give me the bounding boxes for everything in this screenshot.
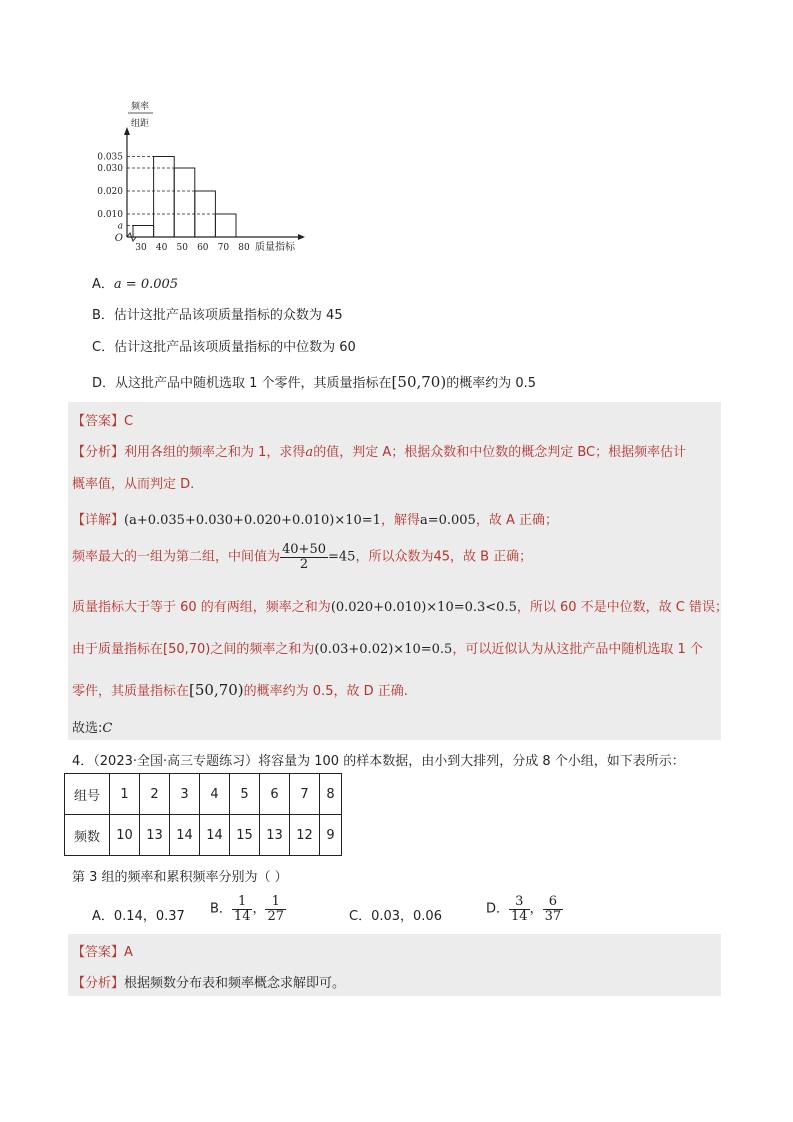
q3-detail-line3: 质量指标大于等于 60 的有两组，频率之和为(0.020+0.010)×10=0.3<0.5，所以 60 不是中位数，故 C 错误；: [72, 600, 729, 615]
x-tick-label: 60: [197, 243, 209, 253]
x-axis-label: 质量指标: [255, 242, 295, 253]
y-tick-label: a: [117, 221, 123, 232]
q3-detail-line5: 零件，其质量指标在[50,70)的概率约为 0.5，故 D 正确.: [72, 681, 408, 699]
table-cell: 9: [320, 815, 342, 856]
q4-option-c: C．0.03，0.06: [349, 909, 442, 924]
table-row: [65, 774, 342, 815]
histogram-bar: [215, 214, 236, 237]
q4-answer: 【答案】A: [72, 945, 133, 960]
table-cell: 15: [230, 815, 260, 856]
q4-analysis: 【分析】根据频数分布表和频率概念求解即可。: [72, 976, 346, 991]
q3-detail-line1: 【详解】(a+0.035+0.030+0.020+0.010)×10=1，解得a=0.005，故 A 正确；: [72, 513, 558, 528]
histogram-chart: [97, 95, 310, 260]
q4-option-b: B． $\frac{1}{14}$ ， $\frac{1}{27}$: [210, 894, 285, 924]
table-cell: 6: [260, 774, 290, 815]
y-tick-label: 0.035: [97, 152, 123, 163]
q3-answer: 【答案】C: [72, 414, 134, 429]
y-axis-label-denominator: 组距: [130, 119, 150, 129]
y-tick-label: 0.010: [97, 210, 123, 220]
q3-option-b: B．估计这批产品该项质量指标的众数为 45: [92, 308, 343, 323]
q3-detail-line4: 由于质量指标在[50,70)之间的频率之和为(0.03+0.02)×10=0.5，可以近似认为从这批产品中随机选取 1 个: [72, 642, 703, 657]
y-axis-label-numerator: 频率: [130, 102, 150, 112]
q3-choose: 故选:C: [72, 721, 113, 736]
histogram-bar: [154, 157, 175, 238]
q4-option-a: A．0.14，0.37: [92, 909, 185, 924]
q4-question: 第 3 组的频率和累积频率分别为（ ）: [72, 870, 288, 885]
table-cell: 14: [170, 815, 200, 856]
table-cell: 7: [290, 774, 320, 815]
q3-option-a: A．a = 0.005: [92, 277, 179, 292]
table-cell: 14: [200, 815, 230, 856]
x-tick-label: 70: [217, 243, 230, 253]
table-header-cell: 频数: [65, 815, 110, 856]
origin-label: O: [114, 233, 123, 244]
x-tick-label: 40: [155, 243, 168, 253]
x-axis-arrow: [298, 234, 305, 240]
q3-option-c: C．估计这批产品该项质量指标的中位数为 60: [92, 340, 356, 355]
q3-detail-line2: 频率最大的一组为第二组，中间值为 $\frac{40+50}{2}$ =45，所以众数为45，故 B 正确；: [72, 542, 533, 572]
y-tick-label: 0.030: [97, 164, 123, 174]
q4-option-d: D． $\frac{3}{14}$ ， $\frac{6}{37}$: [486, 894, 562, 924]
table-header-cell: 组号: [65, 774, 110, 815]
table-cell: 2: [140, 774, 170, 815]
table-cell: 13: [140, 815, 170, 856]
table-cell: 10: [110, 815, 140, 856]
q3-option-d: D．从这批产品中随机选取 1 个零件，其质量指标在[50,70)的概率约为 0.5: [92, 373, 537, 391]
table-cell: 3: [170, 774, 200, 815]
frequency-table: [64, 773, 342, 856]
table-cell: 13: [260, 815, 290, 856]
y-tick-label: 0.020: [97, 187, 123, 197]
histogram-bar: [133, 226, 154, 238]
q3-analysis-line1: 【分析】利用各组的频率之和为 1，求得a的值，判定 A；根据众数和中位数的概念判定 BC；根据频率估计: [72, 445, 687, 460]
table-cell: 12: [290, 815, 320, 856]
table-cell: 4: [200, 774, 230, 815]
x-tick-label: 50: [176, 243, 188, 253]
x-tick-label: 30: [135, 243, 147, 253]
x-tick-label: 80: [238, 243, 250, 253]
histogram-bar: [174, 168, 195, 237]
table-cell: 8: [320, 774, 342, 815]
q4-stem: 4．（2023·全国·高三专题练习）将容量为 100 的样本数据，由小到大排列，分成 8 个小组，如下表所示：: [72, 754, 685, 769]
table-cell: 5: [230, 774, 260, 815]
table-row: [65, 815, 342, 856]
q3-analysis-line2: 概率值，从而判定 D.: [72, 477, 195, 492]
y-axis-arrow: [124, 127, 130, 135]
table-cell: 1: [110, 774, 140, 815]
